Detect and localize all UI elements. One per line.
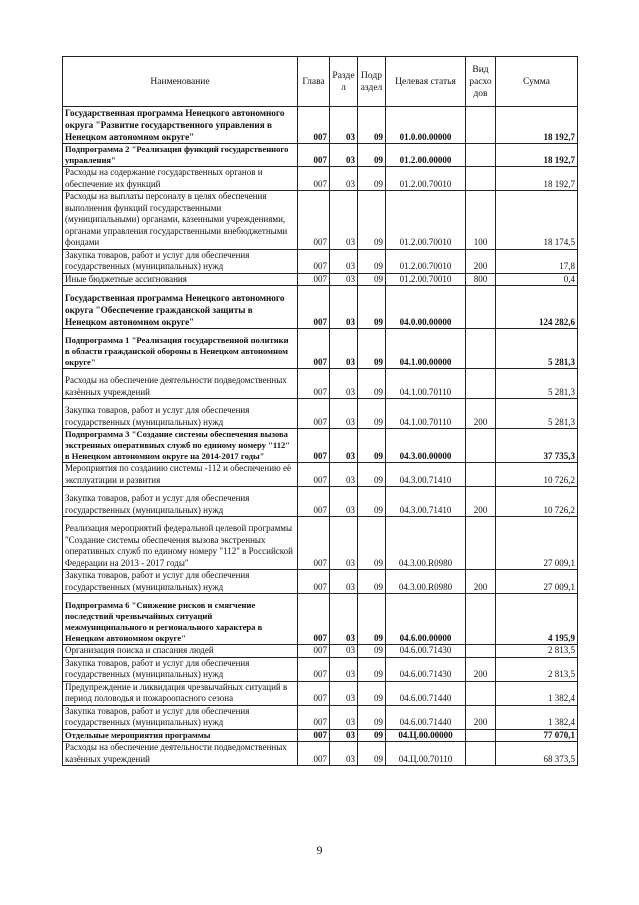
cell-name: Расходы на обеспечение деятельности подведомственных казённых учреждений [63,369,298,399]
cell-name: Закупка товаров, работ и услуг для обеспечения государственных (муниципальных) нужд [63,657,298,681]
cell-glava: 007 [298,329,330,369]
cell-name: Закупка товаров, работ и услуг для обеспечения государственных (муниципальных) нужд [63,705,298,729]
cell-glava: 007 [298,570,330,594]
table-row [63,594,578,645]
cell-summa: 77 070,1 [496,729,578,742]
cell-tselevaya-statya: 04.3.00.R0980 [386,570,466,594]
table-row [63,399,578,429]
cell-podrazdel: 09 [358,645,386,658]
cell-razdel: 03 [330,681,358,705]
cell-vid-raskhodov: 100 [466,191,496,250]
table-row [63,369,578,399]
cell-razdel: 03 [330,729,358,742]
cell-glava: 007 [298,487,330,517]
table-row [63,729,578,742]
cell-vid-raskhodov [466,144,496,167]
table-row [63,517,578,570]
cell-vid-raskhodov [466,681,496,705]
cell-glava: 007 [298,645,330,658]
cell-summa: 18 174,5 [496,191,578,250]
cell-summa: 1 382,4 [496,681,578,705]
cell-tselevaya-statya: 04.1.00.70110 [386,369,466,399]
table-row [63,144,578,167]
cell-summa: 5 281,3 [496,329,578,369]
cell-glava: 007 [298,191,330,250]
cell-podrazdel: 09 [358,429,386,463]
cell-glava: 007 [298,144,330,167]
cell-podrazdel: 09 [358,144,386,167]
table-row [63,107,578,144]
cell-summa: 27 009,1 [496,570,578,594]
cell-razdel: 03 [330,517,358,570]
cell-name: Мероприятия по созданию системы -112 и обеспечению её эксплуатации и развития [63,463,298,487]
table-header-row [63,57,578,107]
cell-summa: 124 282,6 [496,286,578,329]
cell-vid-raskhodov [466,369,496,399]
table-row [63,657,578,681]
cell-razdel: 03 [330,429,358,463]
cell-glava: 007 [298,399,330,429]
table-row [63,487,578,517]
cell-vid-raskhodov [466,329,496,369]
cell-summa: 18 192,7 [496,107,578,144]
cell-name: Отдельные мероприятия программы [63,729,298,742]
cell-tselevaya-statya: 04.3.00.71410 [386,463,466,487]
cell-podrazdel: 09 [358,681,386,705]
cell-vid-raskhodov [466,645,496,658]
table-row [63,286,578,329]
cell-tselevaya-statya: 04.6.00.71440 [386,705,466,729]
cell-name: Иные бюджетные ассигнования [63,273,298,286]
cell-vid-raskhodov: 200 [466,399,496,429]
cell-glava: 007 [298,594,330,645]
cell-razdel: 03 [330,286,358,329]
budget-table [62,56,578,766]
cell-razdel: 03 [330,167,358,191]
cell-podrazdel: 09 [358,329,386,369]
cell-razdel: 03 [330,594,358,645]
cell-podrazdel: 09 [358,742,386,766]
cell-vid-raskhodov [466,107,496,144]
cell-podrazdel: 09 [358,657,386,681]
cell-name: Реализация мероприятий федеральной целевой программы "Создание системы обеспечения вызова экстренных оперативных служб по единому номеру "112" в Российской Федерации на 2013 - 2017 годы" [63,517,298,570]
table-row [63,681,578,705]
cell-tselevaya-statya: 04.6.00.71440 [386,681,466,705]
cell-summa: 4 195,9 [496,594,578,645]
cell-podrazdel: 09 [358,273,386,286]
cell-name: Подпрограмма 1 "Реализация государственной политики в области гражданской обороны в Ненецком автономном округе" [63,329,298,369]
cell-summa: 2 813,5 [496,657,578,681]
header-summa: Сумма [496,57,578,107]
cell-name: Организация поиска и спасания людей [63,645,298,658]
table-row [63,329,578,369]
cell-tselevaya-statya: 04.1.00.70110 [386,399,466,429]
cell-razdel: 03 [330,570,358,594]
cell-glava: 007 [298,517,330,570]
cell-razdel: 03 [330,399,358,429]
cell-vid-raskhodov [466,463,496,487]
header-tselevaya-statya: Целевая статья [386,57,466,107]
cell-summa: 17,8 [496,249,578,273]
cell-razdel: 03 [330,742,358,766]
cell-vid-raskhodov: 200 [466,705,496,729]
cell-tselevaya-statya: 01.2.00.00000 [386,144,466,167]
table-row [63,191,578,250]
cell-tselevaya-statya: 04.0.00.00000 [386,286,466,329]
table-row [63,429,578,463]
cell-summa: 68 373,5 [496,742,578,766]
cell-glava: 007 [298,681,330,705]
cell-vid-raskhodov [466,742,496,766]
cell-summa: 18 192,7 [496,144,578,167]
cell-name: Закупка товаров, работ и услуг для обеспечения государственных (муниципальных) нужд [63,249,298,273]
cell-razdel: 03 [330,705,358,729]
cell-tselevaya-statya: 01.2.00.70010 [386,167,466,191]
cell-glava: 007 [298,107,330,144]
cell-vid-raskhodov [466,517,496,570]
cell-podrazdel: 09 [358,107,386,144]
cell-vid-raskhodov: 800 [466,273,496,286]
cell-razdel: 03 [330,329,358,369]
cell-podrazdel: 09 [358,249,386,273]
header-glava: Глава [298,57,330,107]
cell-summa: 0,4 [496,273,578,286]
table-row [63,645,578,658]
cell-tselevaya-statya: 04.Ц.00.00000 [386,729,466,742]
cell-glava: 007 [298,249,330,273]
cell-name: Расходы на выплаты персоналу в целях обеспечения выполнения функций государственными (муниципальными) органами, казенными учреждениями, органами управления государственными внебюджетными фондами [63,191,298,250]
cell-name: Государственная программа Ненецкого автономного округа "Обеспечение гражданской защиты в Ненецком автономном округе" [63,286,298,329]
cell-vid-raskhodov: 200 [466,570,496,594]
cell-tselevaya-statya: 04.6.00.71430 [386,657,466,681]
cell-name: Расходы на содержание государственных органов и обеспечение их функций [63,167,298,191]
table-row [63,167,578,191]
cell-tselevaya-statya: 04.Ц.00.70110 [386,742,466,766]
cell-summa: 18 192,7 [496,167,578,191]
table-row [63,570,578,594]
cell-summa: 2 813,5 [496,645,578,658]
cell-podrazdel: 09 [358,729,386,742]
cell-glava: 007 [298,369,330,399]
cell-tselevaya-statya: 04.3.00.71410 [386,487,466,517]
cell-tselevaya-statya: 01.2.00.70010 [386,191,466,250]
cell-summa: 10 726,2 [496,487,578,517]
table-row [63,463,578,487]
table-row [63,273,578,286]
cell-podrazdel: 09 [358,570,386,594]
table-body [63,107,578,766]
cell-vid-raskhodov [466,429,496,463]
cell-vid-raskhodov [466,729,496,742]
cell-name: Закупка товаров, работ и услуг для обеспечения государственных (муниципальных) нужд [63,399,298,429]
cell-name: Подпрограмма 2 "Реализация функций государственного управления" [63,144,298,167]
cell-summa: 10 726,2 [496,463,578,487]
cell-razdel: 03 [330,369,358,399]
cell-name: Закупка товаров, работ и услуг для обеспечения государственных (муниципальных) нужд [63,570,298,594]
cell-tselevaya-statya: 04.6.00.00000 [386,594,466,645]
cell-razdel: 03 [330,645,358,658]
cell-podrazdel: 09 [358,369,386,399]
cell-tselevaya-statya: 01.2.00.70010 [386,249,466,273]
cell-glava: 007 [298,657,330,681]
cell-razdel: 03 [330,487,358,517]
cell-name: Закупка товаров, работ и услуг для обеспечения государственных (муниципальных) нужд [63,487,298,517]
table-row [63,742,578,766]
cell-tselevaya-statya: 01.2.00.70010 [386,273,466,286]
cell-glava: 007 [298,742,330,766]
cell-podrazdel: 09 [358,463,386,487]
cell-tselevaya-statya: 04.1.00.00000 [386,329,466,369]
cell-razdel: 03 [330,144,358,167]
cell-razdel: 03 [330,249,358,273]
cell-razdel: 03 [330,107,358,144]
cell-glava: 007 [298,729,330,742]
cell-razdel: 03 [330,657,358,681]
cell-tselevaya-statya: 01.0.00.00000 [386,107,466,144]
cell-name: Государственная программа Ненецкого автономного округа "Развитие государственного управления в Ненецком автономном округе" [63,107,298,144]
cell-vid-raskhodov: 200 [466,657,496,681]
page-number: 9 [316,843,323,857]
cell-podrazdel: 09 [358,286,386,329]
cell-glava: 007 [298,273,330,286]
cell-name: Подпрограмма 3 "Создание системы обеспечения вызова экстренных оперативных служб по единому номеру "112" в Ненецком автономном округе на 2014-2017 годы" [63,429,298,463]
cell-summa: 27 009,1 [496,517,578,570]
cell-tselevaya-statya: 04.6.00.71430 [386,645,466,658]
cell-vid-raskhodov: 200 [466,487,496,517]
cell-glava: 007 [298,286,330,329]
header-vid-raskhodov: Вид расхо дов [466,57,496,107]
cell-podrazdel: 09 [358,399,386,429]
cell-podrazdel: 09 [358,167,386,191]
cell-razdel: 03 [330,191,358,250]
cell-razdel: 03 [330,273,358,286]
cell-podrazdel: 09 [358,705,386,729]
cell-summa: 5 281,3 [496,399,578,429]
cell-glava: 007 [298,705,330,729]
cell-summa: 37 735,3 [496,429,578,463]
cell-podrazdel: 09 [358,594,386,645]
cell-name: Предупреждение и ликвидация чрезвычайных ситуаций в период половодья и пожароопасного сезона [63,681,298,705]
cell-name: Расходы на обеспечение деятельности подведомственных казённых учреждений [63,742,298,766]
cell-vid-raskhodov [466,286,496,329]
table-row [63,249,578,273]
cell-summa: 5 281,3 [496,369,578,399]
header-name: Наименование [63,57,298,107]
cell-name: Подпрограмма 6 "Снижение рисков и смягчение последствий чрезвычайных ситуаций межмуниципального и регионального характера в Ненецком автономном округе" [63,594,298,645]
cell-podrazdel: 09 [358,487,386,517]
header-podrazdel: Подр аздел [358,57,386,107]
cell-glava: 007 [298,429,330,463]
cell-vid-raskhodov: 200 [466,249,496,273]
cell-tselevaya-statya: 04.3.00.R0980 [386,517,466,570]
cell-glava: 007 [298,463,330,487]
cell-tselevaya-statya: 04.3.00.00000 [386,429,466,463]
table-row [63,705,578,729]
cell-glava: 007 [298,167,330,191]
cell-razdel: 03 [330,463,358,487]
header-razdel: Разде л [330,57,358,107]
cell-vid-raskhodov [466,167,496,191]
cell-podrazdel: 09 [358,517,386,570]
cell-podrazdel: 09 [358,191,386,250]
cell-summa: 1 382,4 [496,705,578,729]
cell-vid-raskhodov [466,594,496,645]
